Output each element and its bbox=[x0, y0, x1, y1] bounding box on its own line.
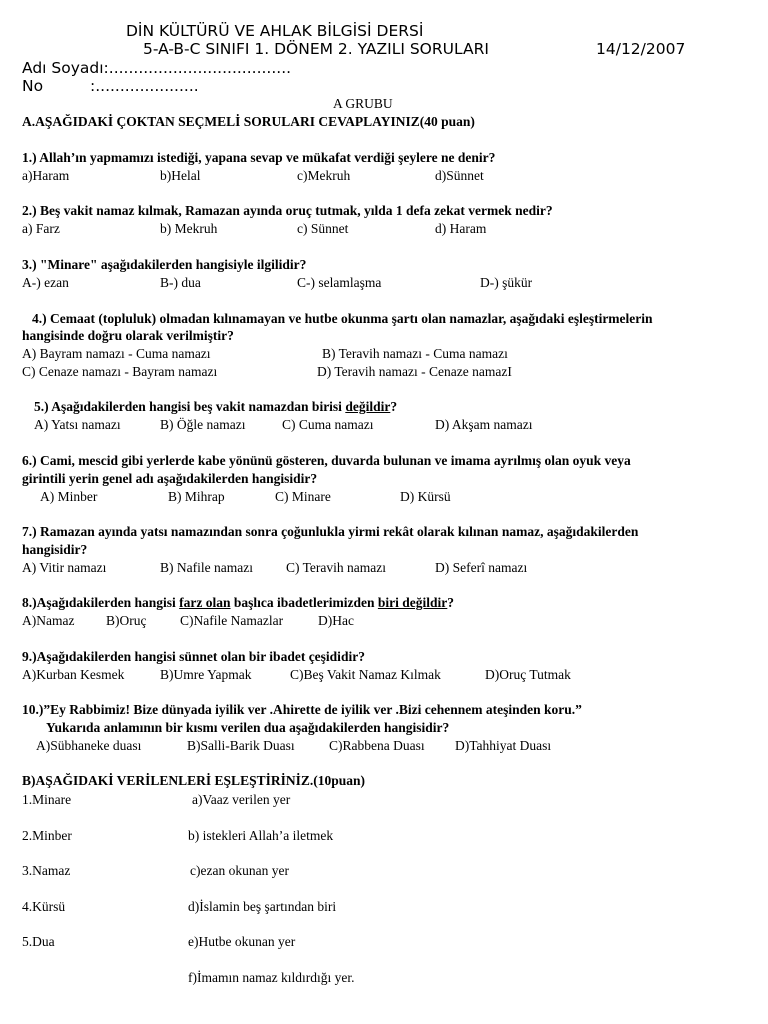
q6-option-a: A) Minber bbox=[40, 489, 98, 504]
q10-option-d: D)Tahhiyat Duası bbox=[455, 738, 552, 753]
question-5-emphasis: değildir bbox=[345, 399, 391, 414]
q4-option-a: A) Bayram namazı - Cuma namazı bbox=[22, 346, 211, 361]
question-1: 1.) Allah’ın yapmamızı istediği, yapana sevap ve mükafat verdiği şeylere ne denir? bbox=[22, 150, 496, 165]
match-left-3: 3.Namaz bbox=[22, 863, 71, 878]
section-b-title: B)AŞAĞIDAKİ VERİLENLERİ EŞLEŞTİRİNİZ.(10puan) bbox=[22, 773, 365, 788]
q6-option-d: D) Kürsü bbox=[400, 489, 451, 504]
question-6-line-2: girintili yerin genel adı aşağıdakilerden hangisidir? bbox=[22, 471, 318, 486]
q4-option-c: C) Cenaze namazı - Bayram namazı bbox=[22, 364, 218, 379]
question-8-emphasis-2: biri değildir bbox=[377, 595, 448, 610]
q10-option-c: C)Rabbena Duası bbox=[329, 738, 425, 753]
q2-option-a: a) Farz bbox=[22, 221, 60, 236]
q7-option-c: C) Teravih namazı bbox=[286, 560, 387, 575]
question-5-text: 5.) Aşağıdakilerden hangisi beş vakit namazdan birisi bbox=[34, 399, 346, 414]
q5-option-c: C) Cuma namazı bbox=[282, 417, 374, 432]
q1-option-c: c)Mekruh bbox=[297, 168, 351, 183]
q3-option-d: D-) şükür bbox=[480, 275, 533, 290]
question-3: 3.) "Minare" aşağıdakilerden hangisiyle ilgilidir? bbox=[22, 257, 307, 272]
q7-option-d: D) Seferî namazı bbox=[435, 560, 528, 575]
question-8-text-mid: başlıca ibadetlerimizden bbox=[230, 595, 378, 610]
question-4-line-2: hangisinde doğru olarak verilmiştir? bbox=[22, 328, 234, 343]
question-7-line-1: 7.) Ramazan ayında yatsı namazından sonra çoğunlukla yirmi rekât olarak kılınan namaz, aşağıdakilerden bbox=[22, 524, 639, 539]
number-line: :..................... bbox=[90, 77, 199, 95]
question-7-line-2: hangisidir? bbox=[22, 542, 88, 557]
q4-option-d: D) Teravih namazı - Cenaze namazI bbox=[317, 364, 512, 379]
q2-option-d: d) Haram bbox=[435, 221, 487, 236]
q5-option-b: B) Öğle namazı bbox=[160, 417, 246, 432]
match-left-2: 2.Minber bbox=[22, 828, 72, 843]
exam-title: DİN KÜLTÜRÜ VE AHLAK BİLGİSİ DERSİ bbox=[126, 22, 424, 40]
q6-option-b: B) Mihrap bbox=[168, 489, 225, 504]
q1-option-a: a)Haram bbox=[22, 168, 70, 183]
q8-option-c: C)Nafile Namazlar bbox=[180, 613, 284, 628]
question-8-emphasis-1: farz olan bbox=[179, 595, 231, 610]
q9-option-c: C)Beş Vakit Namaz Kılmak bbox=[290, 667, 441, 682]
q8-option-b: B)Oruç bbox=[106, 613, 147, 628]
q8-option-a: A)Namaz bbox=[22, 613, 75, 628]
q2-option-b: b) Mekruh bbox=[160, 221, 218, 236]
question-5-mark: ? bbox=[390, 399, 398, 414]
q1-option-d: d)Sünnet bbox=[435, 168, 484, 183]
exam-subtitle: 5-A-B-C SINIFI 1. DÖNEM 2. YAZILI SORULARI bbox=[143, 40, 489, 58]
q1-option-b: b)Helal bbox=[160, 168, 201, 183]
q10-option-a: A)Sübhaneke duası bbox=[36, 738, 142, 753]
question-6-line-1: 6.) Cami, mescid gibi yerlerde kabe yönünü gösteren, duvarda bulunan ve imama ayrılmış olan oyuk veya bbox=[22, 453, 631, 468]
q4-option-b: B) Teravih namazı - Cuma namazı bbox=[322, 346, 508, 361]
q6-option-c: C) Minare bbox=[275, 489, 331, 504]
question-10-line-2: Yukarıda anlamının bir kısmı verilen dua aşağıdakilerden hangisidir? bbox=[46, 720, 450, 735]
match-right-e: e)Hutbe okunan yer bbox=[188, 934, 296, 949]
match-left-5: 5.Dua bbox=[22, 934, 55, 949]
question-8-mark: ? bbox=[447, 595, 455, 610]
q3-option-b: B-) dua bbox=[160, 275, 201, 290]
q7-option-b: B) Nafile namazı bbox=[160, 560, 253, 575]
question-8 bbox=[22, 595, 454, 611]
q9-option-a: A)Kurban Kesmek bbox=[22, 667, 125, 682]
question-10-line-1: 10.)”Ey Rabbimiz! Bize dünyada iyilik ver .Ahirette de iyilik ver .Bizi cehennem ateşinden koru.” bbox=[22, 702, 582, 717]
q5-option-a: A) Yatsı namazı bbox=[34, 417, 121, 432]
q3-option-a: A-) ezan bbox=[22, 275, 69, 290]
q7-option-a: A) Vitir namazı bbox=[22, 560, 107, 575]
q9-option-d: D)Oruç Tutmak bbox=[485, 667, 571, 682]
number-label: No bbox=[22, 77, 44, 95]
match-right-a: a)Vaaz verilen yer bbox=[192, 792, 291, 807]
group-label: A GRUBU bbox=[333, 96, 393, 111]
q8-option-d: D)Hac bbox=[318, 613, 354, 628]
match-right-b: b) istekleri Allah’a iletmek bbox=[188, 828, 334, 843]
question-5 bbox=[34, 399, 397, 415]
question-9: 9.)Aşağıdakilerden hangisi sünnet olan bir ibadet çeşididir? bbox=[22, 649, 365, 664]
q10-option-b: B)Salli-Barik Duası bbox=[187, 738, 295, 753]
match-left-4: 4.Kürsü bbox=[22, 899, 66, 914]
exam-date: 14/12/2007 bbox=[596, 40, 686, 58]
name-line: Adı Soyadı:..................................... bbox=[22, 59, 292, 77]
match-left-1: 1.Minare bbox=[22, 792, 72, 807]
question-8-text: 8.)Aşağıdakilerden hangisi bbox=[22, 595, 180, 610]
q9-option-b: B)Umre Yapmak bbox=[160, 667, 252, 682]
match-right-c: c)ezan okunan yer bbox=[190, 863, 289, 878]
match-right-f: f)İmamın namaz kıldırdığı yer. bbox=[188, 970, 355, 985]
question-2: 2.) Beş vakit namaz kılmak, Ramazan ayında oruç tutmak, yılda 1 defa zekat vermek nedir? bbox=[22, 203, 553, 218]
question-4-line-1: 4.) Cemaat (topluluk) olmadan kılınamayan ve hutbe okunma şartı olan namazlar, aşağıdaki eşleştirmelerin bbox=[32, 311, 653, 326]
q3-option-c: C-) selamlaşma bbox=[297, 275, 382, 290]
match-right-d: d)İslamin beş şartından biri bbox=[188, 899, 337, 914]
q2-option-c: c) Sünnet bbox=[297, 221, 349, 236]
section-a-title: A.AŞAĞIDAKİ ÇOKTAN SEÇMELİ SORULARI CEVAPLAYINIZ(40 puan) bbox=[22, 114, 475, 129]
q5-option-d: D) Akşam namazı bbox=[435, 417, 533, 432]
